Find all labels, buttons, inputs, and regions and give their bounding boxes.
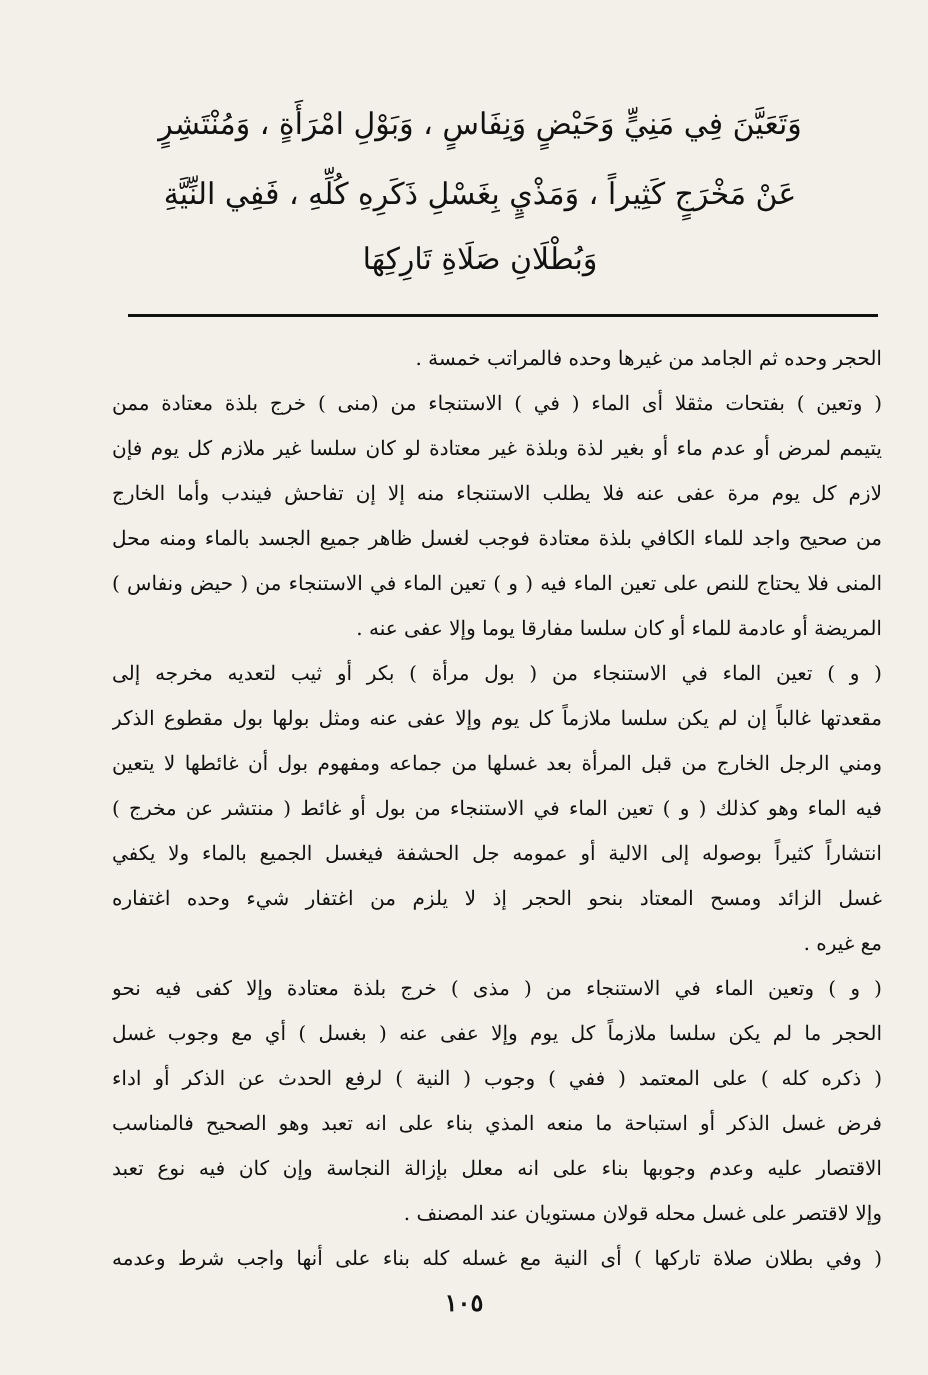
commentary-block <box>112 336 882 1281</box>
commentary-line: من صحيح واجد للماء الكافي بلذة معتادة فوجب لغسل ظاهر جميع الجسد بالماء ومنه محل <box>112 526 882 550</box>
commentary-line: لازم كل يوم مرة عفى عنه فلا يطلب الاستنجاء منه إلا إن تفاحش فيندب وأما الخارج <box>112 481 882 505</box>
commentary-line: الحجر ما لم يكن سلسا ملازماً كل يوم وإلا عفى عنه ( بغسل ) أي مع وجوب غسل <box>112 1021 882 1045</box>
commentary-line: الحجر وحده ثم الجامد من غيرها وحده فالمراتب خمسة . <box>415 346 882 370</box>
commentary-line: فيه الماء وهو كذلك ( و ) تعين الماء في الاستنجاء من بول أو غائط ( منتشر عن مخرج ) <box>112 796 882 820</box>
commentary-line: انتشاراً كثيراً بوصوله إلى الالية أو عمومه جل الحشفة فيغسل الجميع بالماء ولا يكفي <box>112 841 882 865</box>
verse-line-2: عَنْ مَخْرَجٍ كَثِيراً ، وَمَذْيٍ بِغَسْلِ ذَكَرِهِ كُلِّهِ ، فَفِي النِّيَّةِ <box>163 177 797 212</box>
verse-line-1: وَتَعَيَّنَ فِي مَنِيٍّ وَحَيْضٍ وَنِفَاسٍ ، وَبَوْلِ امْرَأَةٍ ، وَمُنْتَشِرٍ <box>158 107 802 142</box>
commentary-line: المريضة أو عادمة للماء أو كان سلسا مفارقا يوما وإلا عفى عنه . <box>356 616 882 640</box>
commentary-line: يتيمم لمرض أو عدم ماء أو بغير لذة وبلذة غير معتادة لو كان سلسا غير ملازم كل يوم فإن <box>112 436 882 460</box>
commentary-line: فرض غسل الذكر أو استباحة ما منعه المذي بناء على انه تعبد وهو الصحيح فالمناسب <box>112 1111 882 1135</box>
commentary-line: ( و ) تعين الماء في الاستنجاء من ( بول مرأة ) بكر أو ثيب لتعديه مخرجه إلى <box>112 661 882 685</box>
commentary-line: ( وتعين ) بفتحات مثقلا أى الماء ( في ) الاستنجاء من (منى ) خرج بلذة معتادة ممن <box>112 391 882 415</box>
commentary-line: غسل الزائد ومسح المعتاد بنحو الحجر إذ لا يلزم من اغتفار شيء وحده اغتفاره <box>112 886 882 910</box>
page-number: ١٠٥ <box>444 1288 484 1317</box>
verse-line-3: وَبُطْلَانِ صَلَاةِ تَارِكِهَا <box>362 242 598 277</box>
commentary-line: ( وفي بطلان صلاة تاركها ) أى النية مع غسله كله بناء على أنها واجب شرط وعدمه <box>112 1246 882 1270</box>
separator-rule <box>128 314 878 317</box>
commentary-line: المنى فلا يحتاج للنص على تعين الماء فيه ( و ) تعين الماء في الاستنجاء من ( حيض ونفاس ) <box>112 571 882 595</box>
commentary-line: وإلا لاقتصر على غسل محله قولان مستويان عند المصنف . <box>403 1201 882 1225</box>
commentary-line: الاقتصار عليه وعدم وجوبها بناء على انه معلل بإزالة النجاسة وإن كان فيه نوع تعبد <box>112 1156 882 1180</box>
commentary-line: ( ذكره كله ) على المعتمد ( ففي ) وجوب ( النية ) لرفع الحدث عن الذكر أو اداء <box>112 1066 882 1090</box>
commentary-line: مقعدتها غالباً إن لم يكن سلسا ملازماً كل يوم وإلا عفى عنه ومثل بولها بول مقطوع الذكر <box>112 706 882 730</box>
commentary-line: ومني الرجل الخارج من قبل المرأة بعد غسلها من جماعه ومفهوم بول أن غائطها لا يتعين <box>112 751 882 775</box>
commentary-line: ( و ) وتعين الماء في الاستنجاء من ( مذى ) خرج بلذة معتادة وإلا كفى فيه نحو <box>112 976 882 1000</box>
commentary-line: مع غيره . <box>803 931 882 955</box>
